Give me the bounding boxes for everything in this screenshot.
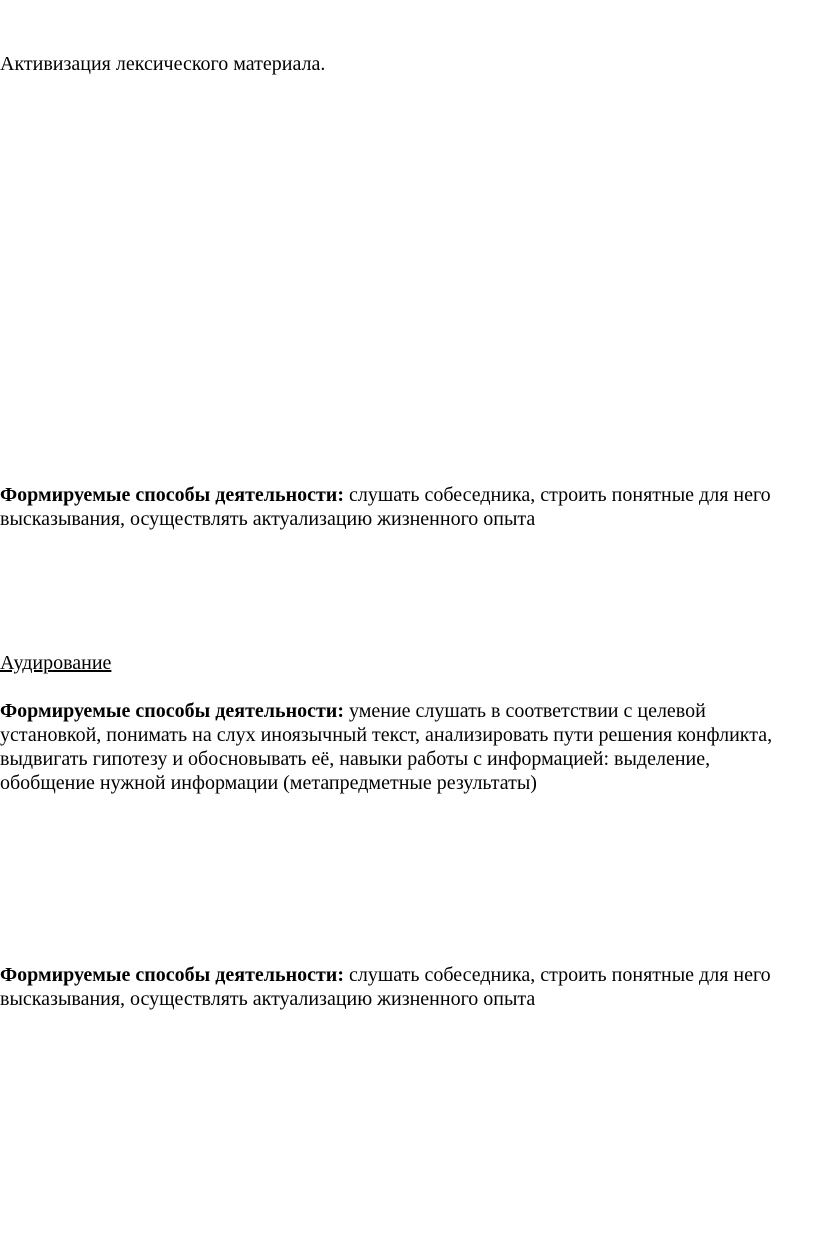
activity-line: высказывания, осуществлять актуализацию жизненного опыта bbox=[0, 988, 536, 1010]
activity-paragraph-2 bbox=[0, 699, 816, 795]
activity-label: Формируемые способы деятельности: bbox=[0, 964, 344, 986]
activity-line: обобщение нужной информации (метапредметные результаты) bbox=[0, 772, 537, 794]
activity-line: установкой, понимать на слух иноязычный текст, анализировать пути решения конфликта, bbox=[0, 724, 773, 746]
activity-line: высказывания, осуществлять актуализацию жизненного опыта bbox=[0, 508, 536, 530]
activity-line bbox=[0, 963, 816, 987]
activity-text: умение слушать в соответствии с целевой bbox=[349, 700, 706, 722]
activity-line bbox=[0, 699, 816, 723]
heading-lexical-activation: Активизация лексического материала. bbox=[0, 53, 326, 75]
activity-label: Формируемые способы деятельности: bbox=[0, 700, 344, 722]
activity-paragraph-1 bbox=[0, 483, 816, 531]
activity-text: слушать собеседника, строить понятные для него bbox=[349, 964, 771, 986]
activity-label: Формируемые способы деятельности: bbox=[0, 484, 344, 506]
activity-line bbox=[0, 483, 816, 507]
activity-line: выдвигать гипотезу и обосновывать её, навыки работы с информацией: выделение, bbox=[0, 748, 711, 770]
activity-paragraph-3 bbox=[0, 963, 816, 1011]
heading-listening: Аудирование bbox=[0, 652, 112, 674]
activity-text: слушать собеседника, строить понятные для него bbox=[349, 484, 771, 506]
